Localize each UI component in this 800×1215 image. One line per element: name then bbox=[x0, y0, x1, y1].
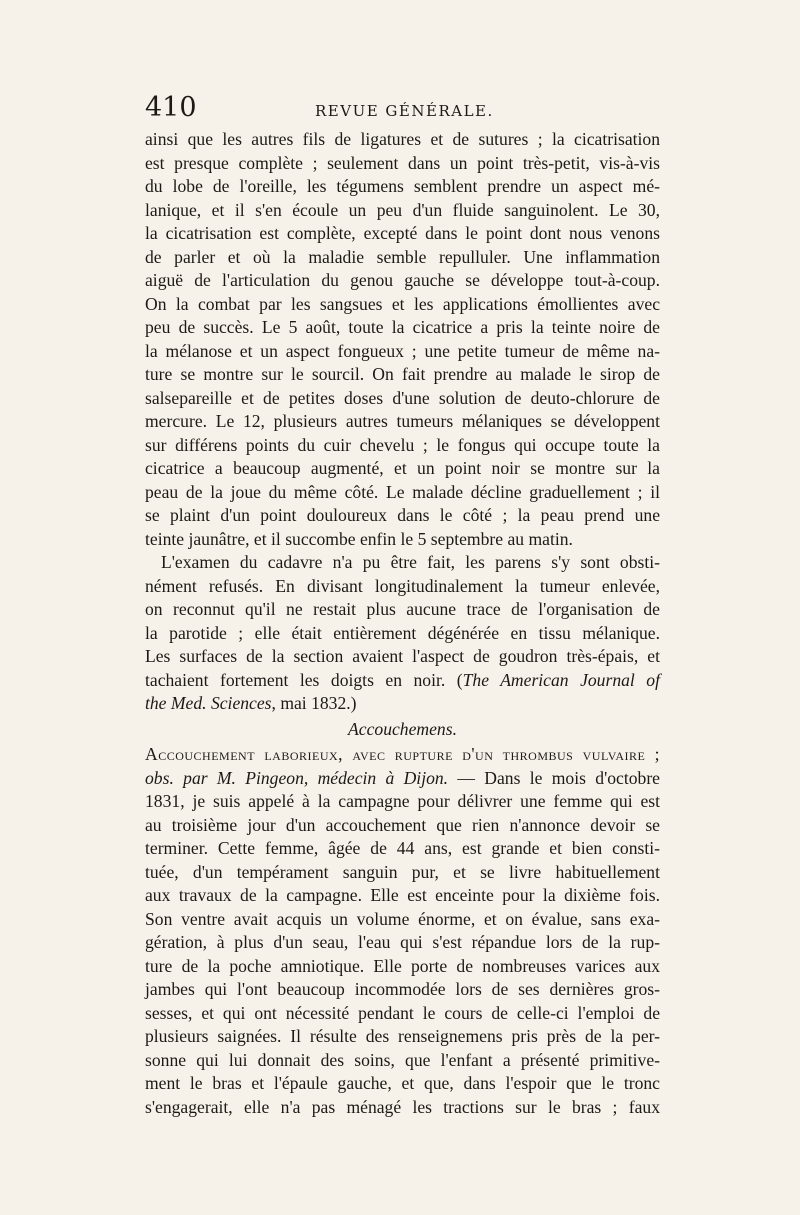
text-line: la parotide ; elle était entièrement dégénérée en tissu mélanique. bbox=[145, 622, 660, 643]
text-line: aiguë de l'articulation du genou gauche se développe tout-à-coup. bbox=[145, 270, 660, 290]
text-segment: tachaient fortement les doigts en noir. ( bbox=[145, 669, 463, 690]
text-line: la cicatrisation est complète, excepté dans le point dont nous venons bbox=[145, 223, 660, 243]
text-line: on reconnut qu'il ne restait plus aucune trace de l'organisation de bbox=[145, 599, 660, 619]
text-line: de parler et où la maladie semble repulluler. Une inflammation bbox=[145, 246, 660, 267]
text-line: teinte jaunâtre, et il succombe enfin le 5 septembre au matin. bbox=[145, 528, 573, 549]
page-header bbox=[145, 92, 665, 126]
text-line: gération, à plus d'un seau, l'eau qui s'est répandue lors de la rup- bbox=[145, 932, 660, 952]
text-line: ment le bras et l'épaule gauche, et que, dans l'espoir que le tronc bbox=[145, 1073, 660, 1093]
journal-title: The American Journal of bbox=[462, 669, 660, 690]
text-line: terminer. Cette femme, âgée de 44 ans, est grande et bien consti- bbox=[145, 838, 660, 858]
journal-title-cont: the Med. Sciences bbox=[145, 693, 272, 713]
text-line: nément refusés. En divisant longitudinalement la tumeur enlevée, bbox=[145, 575, 660, 596]
text-line: ture de la poche amniotique. Elle porte de nombreuses varices aux bbox=[145, 955, 660, 976]
running-head: REVUE GÉNÉRALE. bbox=[315, 102, 494, 120]
article-byline-line bbox=[145, 767, 660, 791]
text-line: Son ventre avait acquis un volume énorme, et on évalue, sans exa- bbox=[145, 908, 660, 929]
text-line: Les surfaces de la section avaient l'aspect de goudron très-épais, et bbox=[145, 646, 660, 666]
text-line: peau de la joue du même côté. Le malade décline graduellement ; il bbox=[145, 481, 660, 502]
citation-line bbox=[145, 669, 660, 693]
text-line: peu de succès. Le 5 août, toute la cicatrice a pris la teinte noire de bbox=[145, 317, 660, 337]
page-number: 410 bbox=[145, 92, 197, 123]
text-line: ture se montre sur le sourcil. On fait prendre au malade le sirop de bbox=[145, 364, 660, 384]
body-text bbox=[145, 128, 660, 1119]
text-line: sonne qui lui donnait des soins, que l'enfant a présenté primitive- bbox=[145, 1049, 660, 1070]
text-line: cicatrice a beaucoup augmenté, et un point noir se montre sur la bbox=[145, 458, 660, 478]
text-line: 1831, je suis appelé à la campagne pour délivrer une femme qui est bbox=[145, 791, 660, 811]
text-line: ainsi que les autres fils de ligatures et de sutures ; la cicatrisation bbox=[145, 129, 660, 149]
citation-line bbox=[145, 692, 660, 716]
text-line: se plaint d'un point douloureux dans le côté ; la peau prend une bbox=[145, 505, 660, 525]
text-line: lanique, et il s'en écoule un peu d'un fluide sanguinolent. Le 30, bbox=[145, 199, 660, 220]
article bbox=[145, 743, 660, 1119]
text-line: salsepareille et de petites doses d'une solution de deuto-chlorure de bbox=[145, 387, 660, 408]
article-title: Accouchement laborieux, avec rupture d'un thrombus vulvaire ; bbox=[145, 744, 660, 764]
paragraph-1 bbox=[145, 128, 660, 551]
paragraph-2 bbox=[145, 551, 660, 716]
text-line: aux travaux de la campagne. Elle est enceinte pour la dixième fois. bbox=[145, 885, 660, 905]
text-line: s'engagerait, elle n'a pas ménagé les tractions sur le bras ; faux bbox=[145, 1096, 660, 1117]
article-byline: obs. par M. Pingeon, médecin à Dijon. bbox=[145, 767, 449, 788]
text-line: jambes qui l'ont beaucoup incommodée lors de ses dernières gros- bbox=[145, 979, 660, 999]
text-line: la mélanose et un aspect fongueux ; une petite tumeur de même na- bbox=[145, 340, 660, 361]
text-line: au troisième jour d'un accouchement que rien n'annonce devoir se bbox=[145, 814, 660, 835]
text-segment: — Dans le mois d'octobre bbox=[448, 767, 660, 788]
text-line: plusieurs saignées. Il résulte des renseignemens pris près de la per- bbox=[145, 1026, 660, 1046]
text-line: sur différens points du cuir chevelu ; le fongus qui occupe toute la bbox=[145, 434, 660, 455]
text-line: du lobe de l'oreille, les tégumens semblent prendre un aspect mé- bbox=[145, 176, 660, 196]
text-line: est presque complète ; seulement dans un point très-petit, vis-à-vis bbox=[145, 152, 660, 173]
text-line: On la combat par les sangsues et les applications émollientes avec bbox=[145, 293, 660, 314]
text-line: mercure. Le 12, plusieurs autres tumeurs mélaniques se développent bbox=[145, 411, 660, 431]
text-line: L'examen du cadavre n'a pu être fait, les parens s'y sont obsti- bbox=[161, 552, 660, 572]
text-line: tuée, d'un tempérament sanguin pur, et se livre habituellement bbox=[145, 861, 660, 882]
citation-date: , mai 1832.) bbox=[271, 693, 357, 713]
section-title: Accouchemens. bbox=[348, 718, 457, 739]
text-line: sesses, et qui ont nécessité pendant le cours de celle-ci l'emploi de bbox=[145, 1002, 660, 1023]
